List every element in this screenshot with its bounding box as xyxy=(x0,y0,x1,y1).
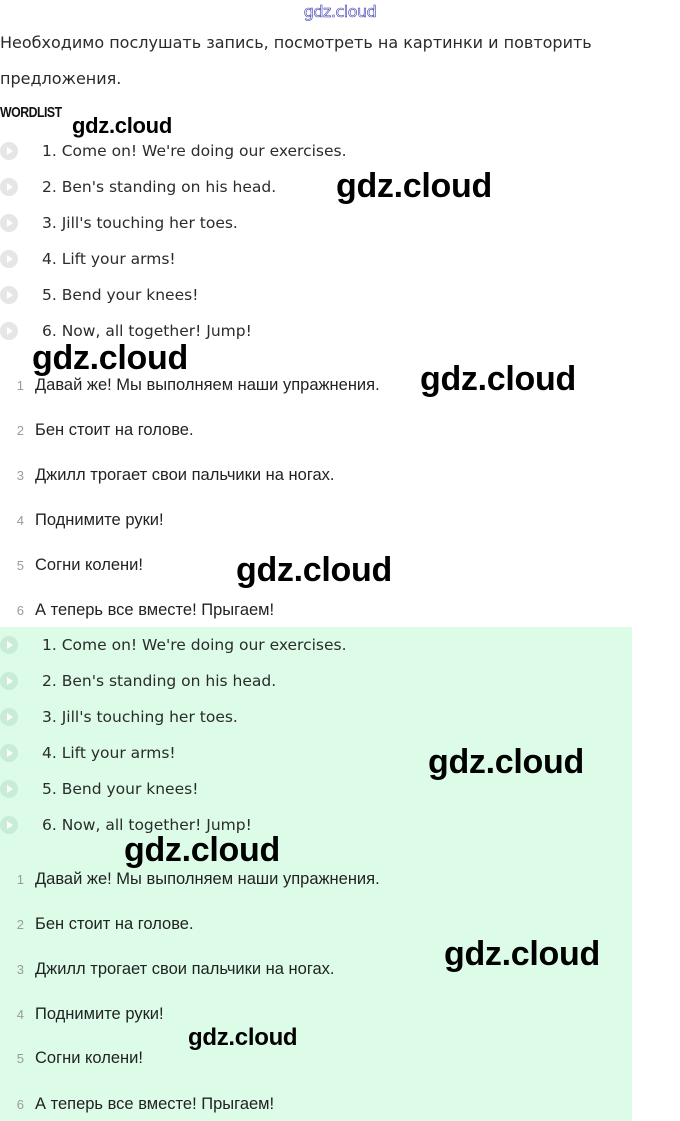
line-number: 2 xyxy=(16,916,24,932)
watermark: gdz.cloud xyxy=(336,167,492,205)
translation-text: Давай же! Мы выполняем наши упражнения. xyxy=(35,375,380,394)
play-icon[interactable] xyxy=(0,672,18,690)
audio-row[interactable] xyxy=(0,316,252,346)
translation-text: Согни колени! xyxy=(35,555,143,574)
play-icon[interactable] xyxy=(0,250,18,268)
audio-row[interactable] xyxy=(0,244,176,274)
line-number: 1 xyxy=(16,377,24,393)
play-icon[interactable] xyxy=(0,322,18,340)
translation-row xyxy=(0,1043,143,1073)
translation-row xyxy=(0,595,274,625)
audio-row[interactable] xyxy=(0,208,238,238)
audio-line-text: 5. Bend your knees! xyxy=(42,780,199,798)
translation-row xyxy=(0,460,334,490)
translation-text: Джилл трогает свои пальчики на ногах. xyxy=(35,959,335,978)
watermark: gdz.cloud xyxy=(236,551,392,589)
translation-row xyxy=(0,1089,274,1119)
translation-text: Согни колени! xyxy=(35,1048,143,1067)
audio-line-text: 6. Now, all together! Jump! xyxy=(42,322,252,340)
audio-line-text: 6. Now, all together! Jump! xyxy=(42,816,252,834)
line-number: 3 xyxy=(16,961,24,977)
line-number: 1 xyxy=(16,871,24,887)
watermark: gdz.cloud xyxy=(420,360,576,398)
audio-row[interactable] xyxy=(0,810,252,840)
audio-row[interactable] xyxy=(0,136,347,166)
audio-line-text: 1. Come on! We're doing our exercises. xyxy=(42,636,347,654)
line-number: 6 xyxy=(16,602,24,618)
play-icon[interactable] xyxy=(0,142,18,160)
wordlist-heading: WORDLIST xyxy=(0,104,62,121)
translation-row xyxy=(0,999,164,1029)
translation-text: Давай же! Мы выполняем наши упражнения. xyxy=(35,869,380,888)
line-number: 4 xyxy=(16,512,24,528)
translation-row xyxy=(0,505,164,535)
play-icon[interactable] xyxy=(0,708,18,726)
audio-line-text: 5. Bend your knees! xyxy=(42,286,199,304)
translation-row xyxy=(0,550,143,580)
line-number: 6 xyxy=(16,1096,24,1112)
intro-text: Необходимо послушать запись, посмотреть на картинки и повторить предложения. xyxy=(0,33,592,88)
site-logo[interactable]: gdz.cloud xyxy=(303,2,377,21)
translation-text: Поднимите руки! xyxy=(35,1004,164,1023)
line-number: 3 xyxy=(16,467,24,483)
audio-line-text: 3. Jill's touching her toes. xyxy=(42,214,238,232)
play-icon[interactable] xyxy=(0,286,18,304)
audio-row[interactable] xyxy=(0,702,238,732)
audio-row[interactable] xyxy=(0,774,199,804)
translation-text: Джилл трогает свои пальчики на ногах. xyxy=(35,465,335,484)
translation-text: Поднимите руки! xyxy=(35,510,164,529)
audio-line-text: 3. Jill's touching her toes. xyxy=(42,708,238,726)
translation-text: Бен стоит на голове. xyxy=(35,914,194,933)
watermark: gdz.cloud xyxy=(444,935,600,973)
audio-row[interactable] xyxy=(0,666,277,696)
play-icon[interactable] xyxy=(0,178,18,196)
play-icon[interactable] xyxy=(0,744,18,762)
translation-text: А теперь все вместе! Прыгаем! xyxy=(35,1094,275,1113)
watermark: gdz.cloud xyxy=(428,743,584,781)
translation-row xyxy=(0,954,334,984)
line-number: 4 xyxy=(16,1006,24,1022)
play-icon[interactable] xyxy=(0,636,18,654)
play-icon[interactable] xyxy=(0,780,18,798)
audio-line-text: 1. Come on! We're doing our exercises. xyxy=(42,142,347,160)
watermark: gdz.cloud xyxy=(72,113,172,138)
audio-line-text: 2. Ben's standing on his head. xyxy=(42,178,277,196)
line-number: 5 xyxy=(16,557,24,573)
audio-line-text: 4. Lift your arms! xyxy=(42,744,176,762)
translation-text: Бен стоит на голове. xyxy=(35,420,194,439)
audio-row[interactable] xyxy=(0,172,277,202)
translation-row xyxy=(0,909,194,939)
line-number: 5 xyxy=(16,1050,24,1066)
watermark: gdz.cloud xyxy=(32,339,188,377)
play-icon[interactable] xyxy=(0,816,18,834)
audio-line-text: 4. Lift your arms! xyxy=(42,250,176,268)
play-icon[interactable] xyxy=(0,214,18,232)
line-number: 2 xyxy=(16,422,24,438)
watermark: gdz.cloud xyxy=(188,1024,298,1051)
audio-row[interactable] xyxy=(0,280,199,310)
watermark: gdz.cloud xyxy=(124,831,280,869)
translation-text: А теперь все вместе! Прыгаем! xyxy=(35,600,275,619)
audio-row[interactable] xyxy=(0,630,347,660)
audio-row[interactable] xyxy=(0,738,176,768)
translation-row xyxy=(0,415,194,445)
audio-line-text: 2. Ben's standing on his head. xyxy=(42,672,277,690)
